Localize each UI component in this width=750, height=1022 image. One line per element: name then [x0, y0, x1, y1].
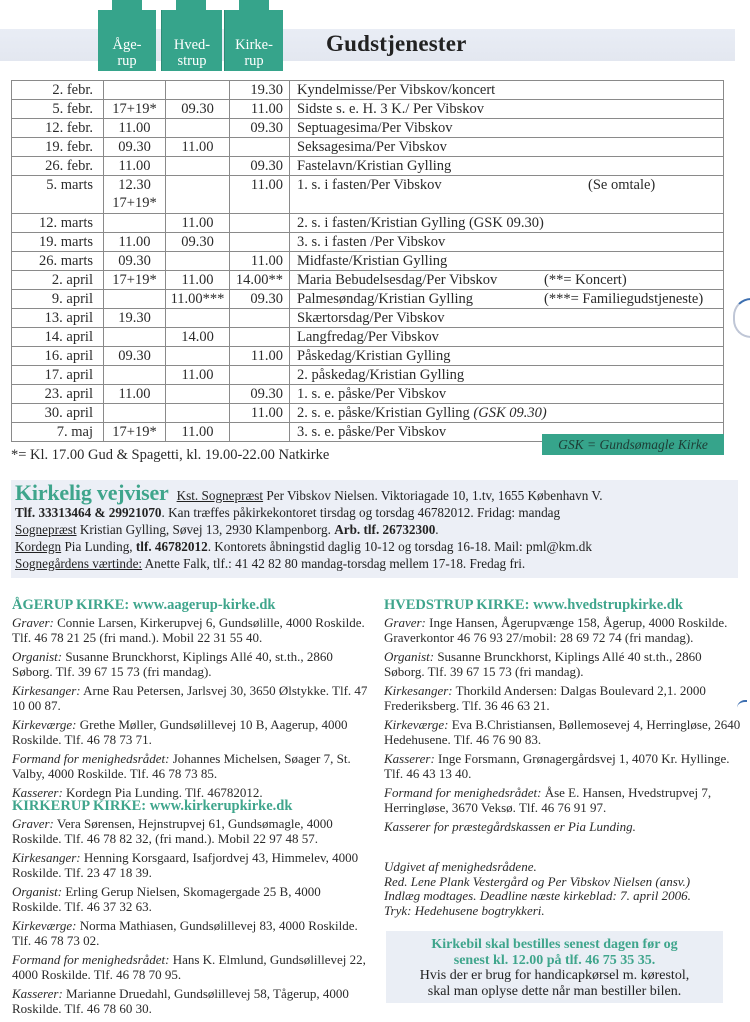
contact-details: Arne Rau Petersen, Jarlsvej 30, 3650 Ølstykke. Tlf. 47 10 00 87. — [12, 683, 368, 713]
contact-role: Kirkeværge: — [12, 918, 77, 933]
contact-role: Kirkesanger: — [12, 683, 81, 698]
schedule-row — [12, 81, 724, 100]
hvedstrup-time: 11.00 — [166, 138, 230, 157]
phone-number: tlf. 46782012 — [135, 539, 208, 554]
service-description — [290, 157, 724, 176]
column-header-kirkerup — [224, 10, 283, 71]
contact-entry — [12, 751, 372, 781]
contact-role: Kirkeværge: — [12, 717, 77, 732]
hvedstrup-time: 09.30 — [166, 100, 230, 119]
kirkerup-time — [230, 328, 290, 347]
service-name: Skærtorsdag/Per Vibskov — [297, 310, 445, 326]
contact-entry — [384, 819, 744, 834]
contact-role: Graver: — [12, 615, 54, 630]
agerup-time — [104, 366, 166, 385]
schedule-row — [12, 252, 724, 271]
hvedstrup-time — [166, 385, 230, 404]
contact-details: Susanne Brunckhorst, Kiplings Allé 40 st.th., 2860 Søborg. Tlf. 39 67 15 73 (fri mandag). — [384, 649, 702, 679]
kirkerup-time: 11.00 — [230, 347, 290, 366]
service-name: Seksagesima/Per Vibskov — [297, 139, 447, 155]
role-label: Kordegn — [15, 539, 62, 554]
gsk-legend: GSK = Gundsømagle Kirke — [542, 434, 724, 455]
service-name: Langfredag/Per Vibskov — [297, 329, 439, 345]
service-description — [290, 271, 724, 290]
service-description — [290, 214, 724, 233]
service-note: (***= Familiegudstjeneste) — [544, 291, 704, 307]
contact-entry — [384, 683, 744, 713]
contact-details: Inge Hansen, Ågerupvænge 158, Ågerup, 4000 Roskilde. — [425, 615, 728, 630]
service-schedule-table — [11, 80, 724, 442]
contact-entry — [12, 717, 372, 747]
agerup-time — [104, 328, 166, 347]
directory-text: . Kan træffes påkirkekontoret tirsdag og torsdag 46782012. Fridag: mandag — [161, 505, 561, 520]
hvedstrup-time — [166, 157, 230, 176]
schedule-row — [12, 347, 724, 366]
kirkerup-time — [230, 233, 290, 252]
column-header-hvedstrup — [161, 10, 222, 71]
directory-line — [15, 480, 735, 505]
contact-role: Kirkesanger: — [384, 683, 453, 698]
hvedstrup-time: 11.00 — [166, 423, 230, 442]
service-name: 3. s. e. påske/Per Vibskov — [297, 424, 447, 440]
service-date: 17. april — [12, 366, 104, 385]
hvedstrup-time: 11.00 — [166, 366, 230, 385]
service-date: 12. marts — [12, 214, 104, 233]
service-description — [290, 309, 724, 328]
hvedstrup-time — [166, 81, 230, 100]
phone-numbers: Tlf. 33313464 & 29921070 — [15, 505, 162, 520]
contact-role: Kasserer: — [12, 986, 63, 1001]
service-description — [290, 385, 724, 404]
directory-text: Anette Falk, tlf.: 41 42 82 80 mandag-torsdag mellem 17-18. Fredag fri. — [142, 556, 526, 571]
kirkerup-time — [230, 366, 290, 385]
time-value: 11.00 — [118, 386, 151, 402]
church-car-notice — [386, 931, 723, 1003]
service-description — [290, 100, 724, 119]
agerup-time — [104, 252, 166, 271]
time-value: 17+19* — [112, 101, 157, 117]
notice-line: Kirkebil skal bestilles senest dagen før og — [431, 937, 678, 952]
schedule-row — [12, 309, 724, 328]
contact-role: Graver: — [12, 816, 54, 831]
notice-line: Hvis der er brug for handicapkørsel m. kørestol, — [419, 968, 690, 983]
service-name: Septuagesima/Per Vibskov — [297, 120, 453, 136]
agerup-time — [104, 81, 166, 100]
schedule-row — [12, 119, 724, 138]
service-name: 1. s. e. påske/Per Vibskov — [297, 386, 447, 402]
contact-entry — [384, 751, 744, 781]
kirkerup-time — [230, 309, 290, 328]
punctuation: . — [435, 522, 439, 537]
agerup-kirke-section — [12, 598, 372, 804]
service-description — [290, 404, 724, 423]
service-note: (**= Koncert) — [544, 272, 627, 288]
hvedstrup-time — [166, 404, 230, 423]
notice-line: skal man oplyse dette når man bestiller bilen. — [427, 983, 682, 999]
schedule-row — [12, 233, 724, 252]
colophon-line: Indlæg modtages. Deadline næste kirkeblad: 7. april 2006. — [384, 888, 691, 903]
agerup-time — [104, 100, 166, 119]
contact-details: Eva B.Christiansen, Bøllemosevej 4, Herringløse, 2640 Hedehusene. Tlf. 46 76 90 83. — [384, 717, 741, 747]
contact-entry — [12, 918, 372, 948]
hvedstrup-time: 09.30 — [166, 233, 230, 252]
agerup-time — [104, 176, 166, 214]
agerup-time — [104, 404, 166, 423]
contact-entry — [384, 717, 744, 747]
schedule-row — [12, 138, 724, 157]
service-date: 2. febr. — [12, 81, 104, 100]
contact-details: Åse E. Hansen, Hvedstrupvej 7, Herringløse, 3670 Veksø. Tlf. 46 76 91 97. — [384, 785, 712, 815]
service-description — [290, 328, 724, 347]
church-directory-box — [11, 480, 738, 578]
contact-entry — [12, 683, 372, 713]
hvedstrup-time — [166, 309, 230, 328]
notice-line: senest kl. 12.00 på tlf. 46 75 35 35. — [453, 952, 656, 968]
agerup-time — [104, 214, 166, 233]
role-label: Sognepræst — [15, 522, 77, 537]
time-value: 11.00 — [118, 120, 151, 136]
contact-details: Connie Larsen, Kirkerupvej 6, Gundsølille, 4000 Roskilde. Tlf. 46 78 21 25 (fri mand.). Mobil 22 31 55 40. — [12, 615, 365, 645]
contact-entry — [12, 615, 372, 645]
directory-line — [15, 504, 735, 521]
service-name: Midfaste/Kristian Gylling — [297, 253, 448, 269]
schedule-row — [12, 385, 724, 404]
kirkerup-time: 11.00 — [230, 404, 290, 423]
directory-text: Pia Lunding, — [61, 539, 136, 554]
time-value: 09.30 — [118, 253, 151, 269]
binder-hole-mark — [733, 298, 750, 338]
contact-entry — [12, 952, 372, 982]
church-name: KIRKERUP KIRKE: — [12, 798, 150, 814]
kirkerup-time: 11.00 — [230, 176, 290, 214]
time-value: 17+19* — [112, 272, 157, 288]
schedule-row — [12, 100, 724, 119]
church-website-link[interactable]: www.hvedstrupkirke.dk — [533, 597, 683, 613]
hvedstrup-time — [166, 347, 230, 366]
hvedstrup-kirke-section — [384, 598, 744, 838]
contact-entry — [384, 615, 744, 645]
time-value: 17+19* — [112, 195, 157, 211]
service-date: 30. april — [12, 404, 104, 423]
agerup-time — [104, 138, 166, 157]
service-description — [290, 233, 724, 252]
service-description — [290, 290, 724, 309]
time-value: 09.30 — [118, 348, 151, 364]
church-name: HVEDSTRUP KIRKE: — [384, 597, 534, 613]
service-name: 2. s. i fasten/Kristian Gylling (GSK 09.30) — [297, 215, 544, 231]
church-car-body — [386, 968, 723, 999]
directory-text: . Kontorets åbningstid daglig 10-12 og torsdag 16-18. Mail: pml@km.dk — [207, 539, 592, 554]
service-name: Fastelavn/Kristian Gylling — [297, 158, 452, 174]
time-value: 11.00 — [118, 234, 151, 250]
directory-line — [15, 521, 735, 538]
contact-entry — [12, 884, 372, 914]
service-description — [290, 81, 724, 100]
service-note: (GSK 09.30) — [473, 405, 547, 421]
column-header-label: Hved- strup — [173, 37, 211, 69]
schedule-row — [12, 157, 724, 176]
schedule-row — [12, 366, 724, 385]
service-name: Palmesøndag/Kristian Gylling — [297, 291, 473, 307]
service-date: 16. april — [12, 347, 104, 366]
church-name: ÅGERUP KIRKE: — [12, 597, 133, 613]
directory-title: Kirkelig vejviser — [15, 480, 169, 505]
service-date: 12. febr. — [12, 119, 104, 138]
colophon-line: Tryk: Hedehusene bogtrykkeri. — [384, 902, 545, 918]
kirkerup-time: 11.00 — [230, 252, 290, 271]
footnote: *= Kl. 17.00 Gud & Spagetti, kl. 19.00-22.00 Natkirke — [11, 447, 330, 463]
contact-details: Erling Gerup Nielsen, Skomagergade 25 B, 4000 Roskilde. Tlf. 46 37 32 63. — [12, 884, 321, 914]
schedule-row — [12, 290, 724, 309]
column-header-agerup — [98, 10, 156, 71]
phone-number: Arb. tlf. 26732300 — [334, 522, 436, 537]
hvedstrup-time: 11.00*** — [166, 290, 230, 309]
contact-role: Graver: — [384, 615, 426, 630]
service-note: (Se omtale) — [588, 177, 656, 193]
contact-entry — [12, 649, 372, 679]
hvedstrup-time: 11.00 — [166, 271, 230, 290]
hvedstrup-time: 14.00 — [166, 328, 230, 347]
church-heading — [12, 598, 372, 613]
hvedstrup-time — [166, 252, 230, 271]
church-website-link[interactable]: www.aagerup-kirke.dk — [132, 597, 276, 613]
hvedstrup-time — [166, 119, 230, 138]
contact-role: Formand for menighedsrådet: — [12, 751, 170, 766]
service-date: 5. marts — [12, 176, 104, 214]
contact-role: Organist: — [12, 884, 63, 899]
colophon-line: Red. Lene Plank Vestergård og Per Vibskov Nielsen (ansv.) — [384, 873, 691, 889]
contact-details: Henning Korsgaard, Isafjordvej 43, Himmelev, 4000 Roskilde. Tlf. 23 47 18 39. — [12, 850, 359, 880]
kirkerup-time: 11.00 — [230, 100, 290, 119]
agerup-time — [104, 385, 166, 404]
contact-details: Grethe Møller, Gundsølillevej 10 B, Aagerup, 4000 Roskilde. Tlf. 46 78 73 71. — [12, 717, 348, 747]
kirkerup-time: 09.30 — [230, 157, 290, 176]
service-date: 5. febr. — [12, 100, 104, 119]
hvedstrup-time — [166, 176, 230, 214]
service-date: 19. marts — [12, 233, 104, 252]
schedule-row — [12, 328, 724, 347]
contact-details: Inge Forsmann, Grønagergårdsvej 1, 4070 Kr. Hyllinge. Tlf. 46 43 13 40. — [384, 751, 730, 781]
service-date: 9. april — [12, 290, 104, 309]
agerup-time — [104, 119, 166, 138]
service-description — [290, 119, 724, 138]
contact-role: Kasserer: — [12, 785, 63, 800]
service-date: 26. febr. — [12, 157, 104, 176]
time-value: 09.30 — [118, 139, 151, 155]
kirkerup-time: 14.00** — [230, 271, 290, 290]
contact-details: Vera Sørensen, Hejnstrupvej 61, Gundsømagle, 4000 Roskilde. Tlf. 46 78 82 32, (fri mand.). Mobil 22 97 48 57. — [12, 816, 333, 846]
church-heading — [384, 598, 744, 613]
contact-role: Kirkeværge: — [384, 717, 449, 732]
church-car-heading — [386, 931, 723, 968]
contact-details: Susanne Brunckhorst, Kiplings Allé 40, st.th., 2860 Søborg. Tlf. 39 67 15 73 (fri mandag). — [12, 649, 333, 679]
kirkerup-time: 09.30 — [230, 290, 290, 309]
service-description — [290, 366, 724, 385]
contact-details: Thorkild Andersen: Dalgas Boulevard 2,1. 2000 Frederiksberg. Tlf. 36 46 63 21. — [384, 683, 706, 713]
service-name: Kyndelmisse/Per Vibskov/koncert — [297, 82, 496, 98]
agerup-time — [104, 233, 166, 252]
service-name: Påskedag/Kristian Gylling — [297, 348, 451, 364]
contact-entry — [12, 850, 372, 880]
role-label: Sognegårdens værtinde: — [15, 556, 143, 571]
contact-details: Norma Mathiasen, Gundsølillevej 83, 4000 Roskilde. Tlf. 46 78 73 02. — [12, 918, 358, 948]
directory-line — [15, 538, 735, 555]
role-label: Kst. Sognepræst — [176, 488, 264, 503]
contact-extra: Graverkontor 46 76 93 27/mobil: 28 69 72 74 (fri mandag). — [384, 630, 694, 645]
agerup-time — [104, 347, 166, 366]
time-value: 12.30 — [118, 177, 151, 193]
kirkerup-time — [230, 214, 290, 233]
contact-role: Kasserer for præstegårdskassen er Pia Lunding. — [384, 819, 636, 834]
agerup-time — [104, 157, 166, 176]
schedule-row — [12, 176, 724, 214]
agerup-time — [104, 423, 166, 442]
kirkerup-time — [230, 423, 290, 442]
service-date: 2. april — [12, 271, 104, 290]
column-header-label: Åge- rup — [112, 37, 142, 69]
contact-entry — [12, 986, 372, 1016]
service-name: Maria Bebudelsesdag/Per Vibskov — [297, 272, 498, 288]
contact-entry — [12, 816, 372, 846]
kirkerup-time: 09.30 — [230, 119, 290, 138]
service-date: 7. maj — [12, 423, 104, 442]
service-date: 13. april — [12, 309, 104, 328]
colophon — [384, 860, 744, 918]
service-description — [290, 347, 724, 366]
time-value: 19.30 — [118, 310, 151, 326]
agerup-time — [104, 271, 166, 290]
contact-details: Kordegn Pia Lunding. Tlf. 46782012. — [62, 785, 263, 800]
directory-line — [15, 555, 735, 572]
agerup-time — [104, 290, 166, 309]
service-date: 23. april — [12, 385, 104, 404]
church-website-link[interactable]: www.kirkerupkirke.dk — [149, 798, 293, 814]
contact-entry — [384, 649, 744, 679]
contact-role: Organist: — [384, 649, 435, 664]
service-description — [290, 252, 724, 271]
contact-details: Hans K. Elmlund, Gundsølillevej 22, 4000 Roskilde. Tlf. 46 78 70 95. — [12, 952, 366, 982]
schedule-row — [12, 271, 724, 290]
contact-role: Kirkesanger: — [12, 850, 81, 865]
contact-details: Marianne Druedahl, Gundsølillevej 58, Tågerup, 4000 Roskilde. Tlf. 46 78 60 30. — [12, 986, 349, 1016]
directory-text: Per Vibskov Nielsen. Viktoriagade 10, 1.tv, 1655 København V. — [263, 488, 603, 503]
kirkerup-time — [230, 138, 290, 157]
kirkerup-time: 09.30 — [230, 385, 290, 404]
service-name: 2. s. e. påske/Kristian Gylling — [297, 405, 470, 421]
service-name: 1. s. i fasten/Per Vibskov — [297, 177, 442, 193]
contact-role: Formand for menighedsrådet: — [384, 785, 542, 800]
page-title: Gudstjenester — [326, 31, 467, 56]
service-name: 2. påskedag/Kristian Gylling — [297, 367, 465, 383]
contact-entry — [384, 785, 744, 815]
kirkerup-kirke-section — [12, 799, 372, 1020]
contact-role: Formand for menighedsrådet: — [12, 952, 170, 967]
schedule-row — [12, 404, 724, 423]
service-date: 19. febr. — [12, 138, 104, 157]
time-value: 11.00 — [118, 158, 151, 174]
church-heading — [12, 799, 372, 814]
directory-text: Kristian Gylling, Søvej 13, 2930 Klampenborg. — [76, 522, 335, 537]
contact-details: Johannes Michelsen, Søager 7, St. Valby, 4000 Roskilde. Tlf. 46 78 73 85. — [12, 751, 351, 781]
service-name: Sidste s. e. H. 3 K./ Per Vibskov — [297, 101, 484, 117]
hvedstrup-time: 11.00 — [166, 214, 230, 233]
service-date: 14. april — [12, 328, 104, 347]
service-description — [290, 176, 724, 214]
contact-role: Kasserer: — [384, 751, 435, 766]
service-description — [290, 138, 724, 157]
service-name: 3. s. i fasten /Per Vibskov — [297, 234, 446, 250]
kirkerup-time: 19.30 — [230, 81, 290, 100]
contact-role: Organist: — [12, 649, 63, 664]
schedule-row — [12, 214, 724, 233]
time-value: 17+19* — [112, 424, 157, 440]
column-header-label: Kirke- rup — [235, 37, 273, 69]
agerup-time — [104, 309, 166, 328]
colophon-line: Udgivet af menighedsrådene. — [384, 859, 537, 874]
service-date: 26. marts — [12, 252, 104, 271]
